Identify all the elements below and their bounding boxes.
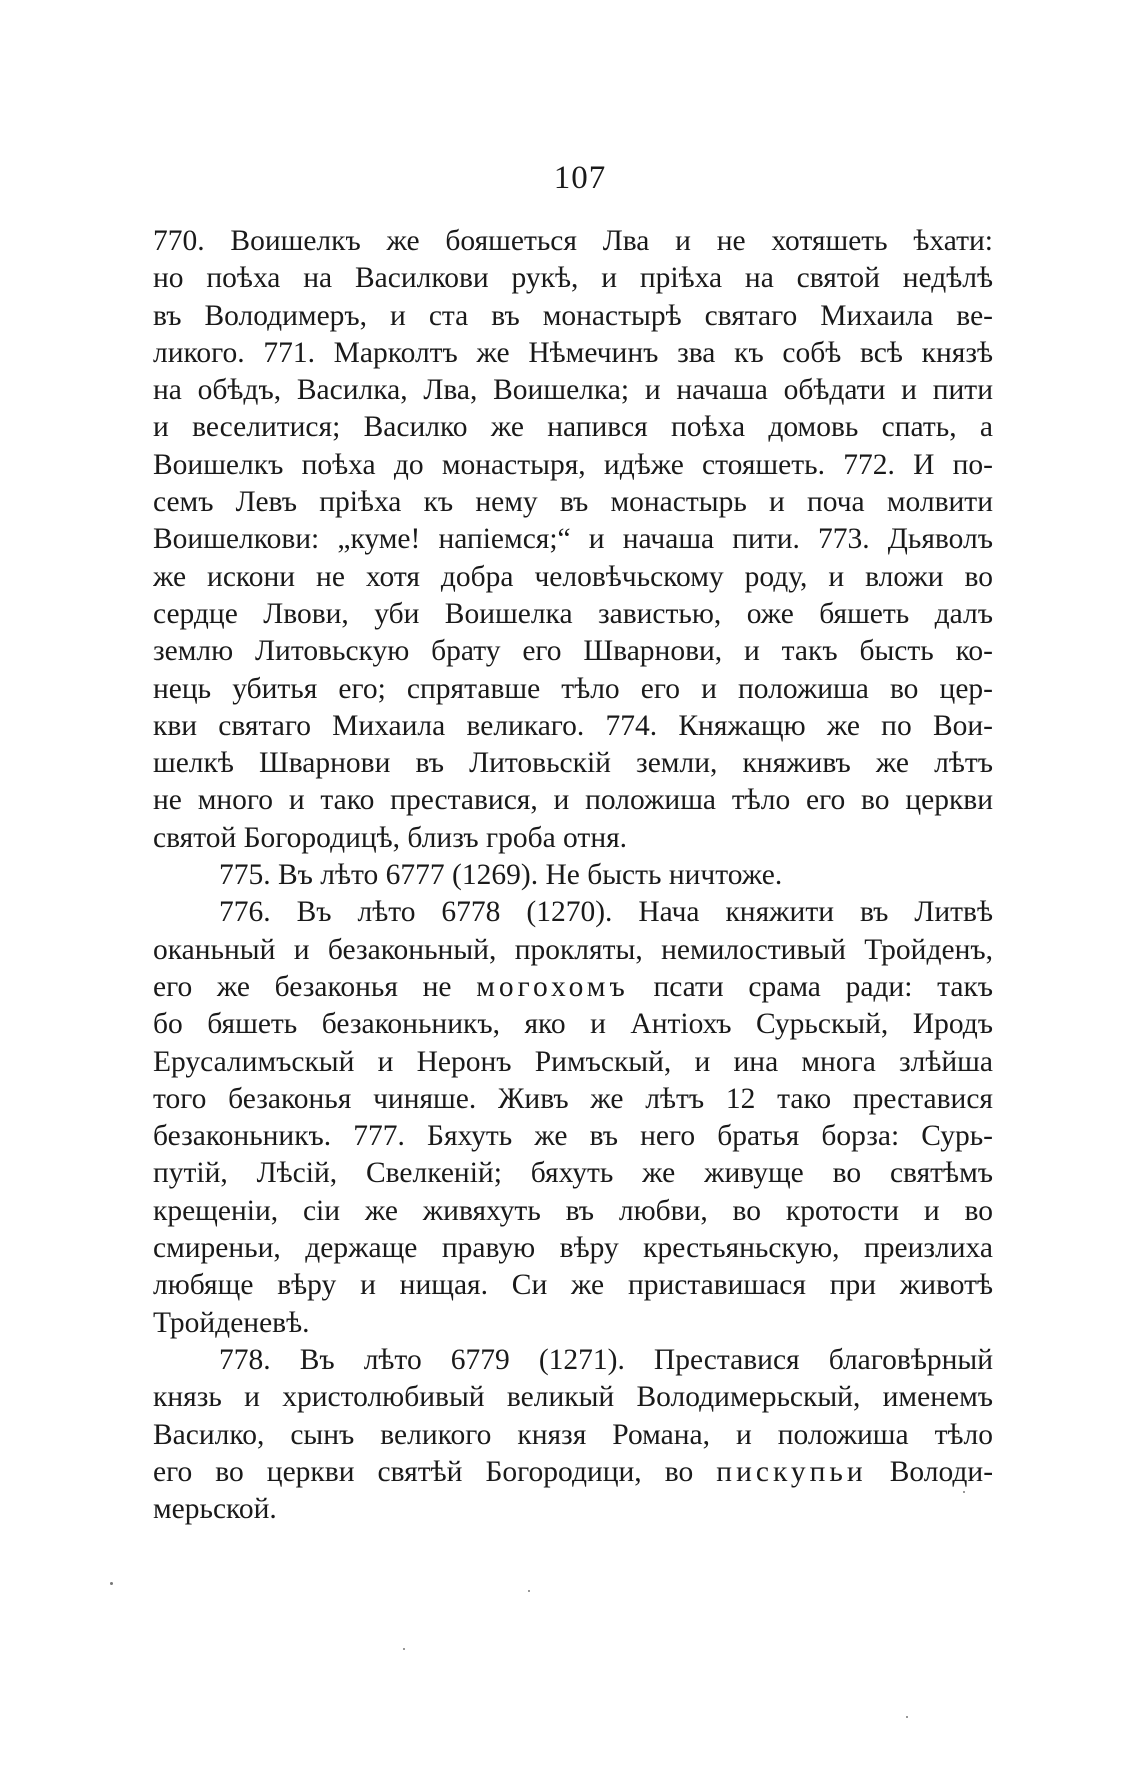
- text-line: Ерусалимъскый и Неронъ Римъскый, и ина многа злѣйша: [153, 1045, 993, 1078]
- text-line: безаконьникъ. 777. Бяхуть же въ него братья борза: Сурь-: [153, 1120, 993, 1153]
- entry-775: 775. Въ лѣто 6777 (1269). Не бысть ничтоже.: [219, 859, 783, 892]
- text-line: семъ Левъ пріѣха къ нему въ монастырь и поча молвити: [153, 486, 993, 519]
- body-text: [153, 223, 993, 1528]
- text-segment: его же безаконья не: [153, 970, 452, 1003]
- text-segment: его во церкви святѣй Богородици, во: [153, 1455, 694, 1488]
- text-line: нець убитья его; спрятавше тѣло его и положиша во цер-: [153, 672, 993, 705]
- scan-speck: [528, 1590, 530, 1592]
- text-line: кви святаго Михаила великаго. 774. Княжащю же по Вои-: [153, 709, 993, 742]
- text-line: Воишелкъ поѣха до монастыря, идѣже стояшеть. 772. И по-: [153, 448, 993, 481]
- text-line: путій, Лѣсій, Свелкеній; бяхуть же живуще во святѣмъ: [153, 1157, 993, 1190]
- text-line: Тройденевѣ.: [153, 1306, 310, 1339]
- text-line: крещеніи, сіи же живяхуть въ любви, во кротости и во: [153, 1194, 993, 1227]
- entry-776: 776. Въ лѣто 6778 (1270). Нача княжити въ Литвѣ: [219, 896, 993, 929]
- text-line: смиреньи, держаще правую вѣру крестьяньскую, преизлиха: [153, 1232, 993, 1265]
- text-line: сердце Лвови, уби Воишелка завистью, оже бяшеть далъ: [153, 597, 993, 630]
- text-line: ликого. 771. Марколтъ же Нѣмечинъ зва къ собѣ всѣ князѣ: [153, 336, 993, 369]
- page-number: 107: [553, 160, 607, 196]
- text-line: же искони не хотя добра человѣчьскому роду, и вложи во: [153, 560, 993, 593]
- text-line: того безаконья чиняше. Живъ же лѣтъ 12 тако преставися: [153, 1082, 993, 1115]
- text-line: Воишелкови: „куме! напіемся;“ и начаша пити. 773. Дьяволъ: [153, 523, 993, 556]
- text-line: [153, 969, 993, 1006]
- text-line: любяще вѣру и нищая. Си же приставишася при животѣ: [153, 1269, 993, 1302]
- text-line: не много и тако преставися, и положиша тѣло его во церкви: [153, 784, 993, 817]
- text-line: святой Богородицѣ, близъ гроба отня.: [153, 821, 628, 854]
- text-line: землю Литовьскую брату его Шварнови, и такъ бысть ко-: [153, 635, 993, 668]
- text-line: [153, 1454, 993, 1491]
- scan-speck: [963, 1491, 965, 1493]
- text-line: бо бяшеть безаконьникъ, яко и Антіохъ Сурьскый, Иродъ: [153, 1008, 993, 1041]
- text-line: но поѣха на Василкови рукѣ, и пріѣха на святой недѣлѣ: [153, 262, 993, 295]
- text-line: Василко, сынъ великого князя Романа, и положиша тѣло: [153, 1418, 993, 1451]
- text-line: 770. Воишелкъ же бояшеться Лва и не хотяшеть ѣхати:: [153, 225, 993, 257]
- text-line: въ Володимеръ, и ста въ монастырѣ святаго Михаила ве-: [153, 299, 993, 332]
- text-line: князь и христолюбивый великый Володимерьскый, именемъ: [153, 1381, 993, 1414]
- scan-speck: [110, 1582, 113, 1585]
- scan-speck: [403, 1648, 405, 1650]
- text-line: шелкѣ Шварнови въ Литовьскій земли, княживъ же лѣтъ: [153, 747, 993, 780]
- spaced-word: могохомъ: [476, 970, 629, 1003]
- text-segment: псати срама ради: такъ: [653, 970, 993, 1003]
- entry-778: 778. Въ лѣто 6779 (1271). Преставися благовѣрный: [219, 1343, 993, 1376]
- text-segment: Володи-: [889, 1455, 993, 1488]
- text-line: мерьской.: [153, 1493, 277, 1526]
- text-line: на обѣдъ, Василка, Лва, Воишелка; и начаша обѣдати и пити: [153, 374, 993, 407]
- scan-speck: [906, 1716, 908, 1718]
- text-line: оканьный и безаконьный, прокляты, немилостивый Тройденъ,: [153, 933, 993, 966]
- text-line: и веселитися; Василко же напився поѣха домовь спать, а: [153, 411, 993, 444]
- spaced-word: пискупьи: [716, 1455, 867, 1488]
